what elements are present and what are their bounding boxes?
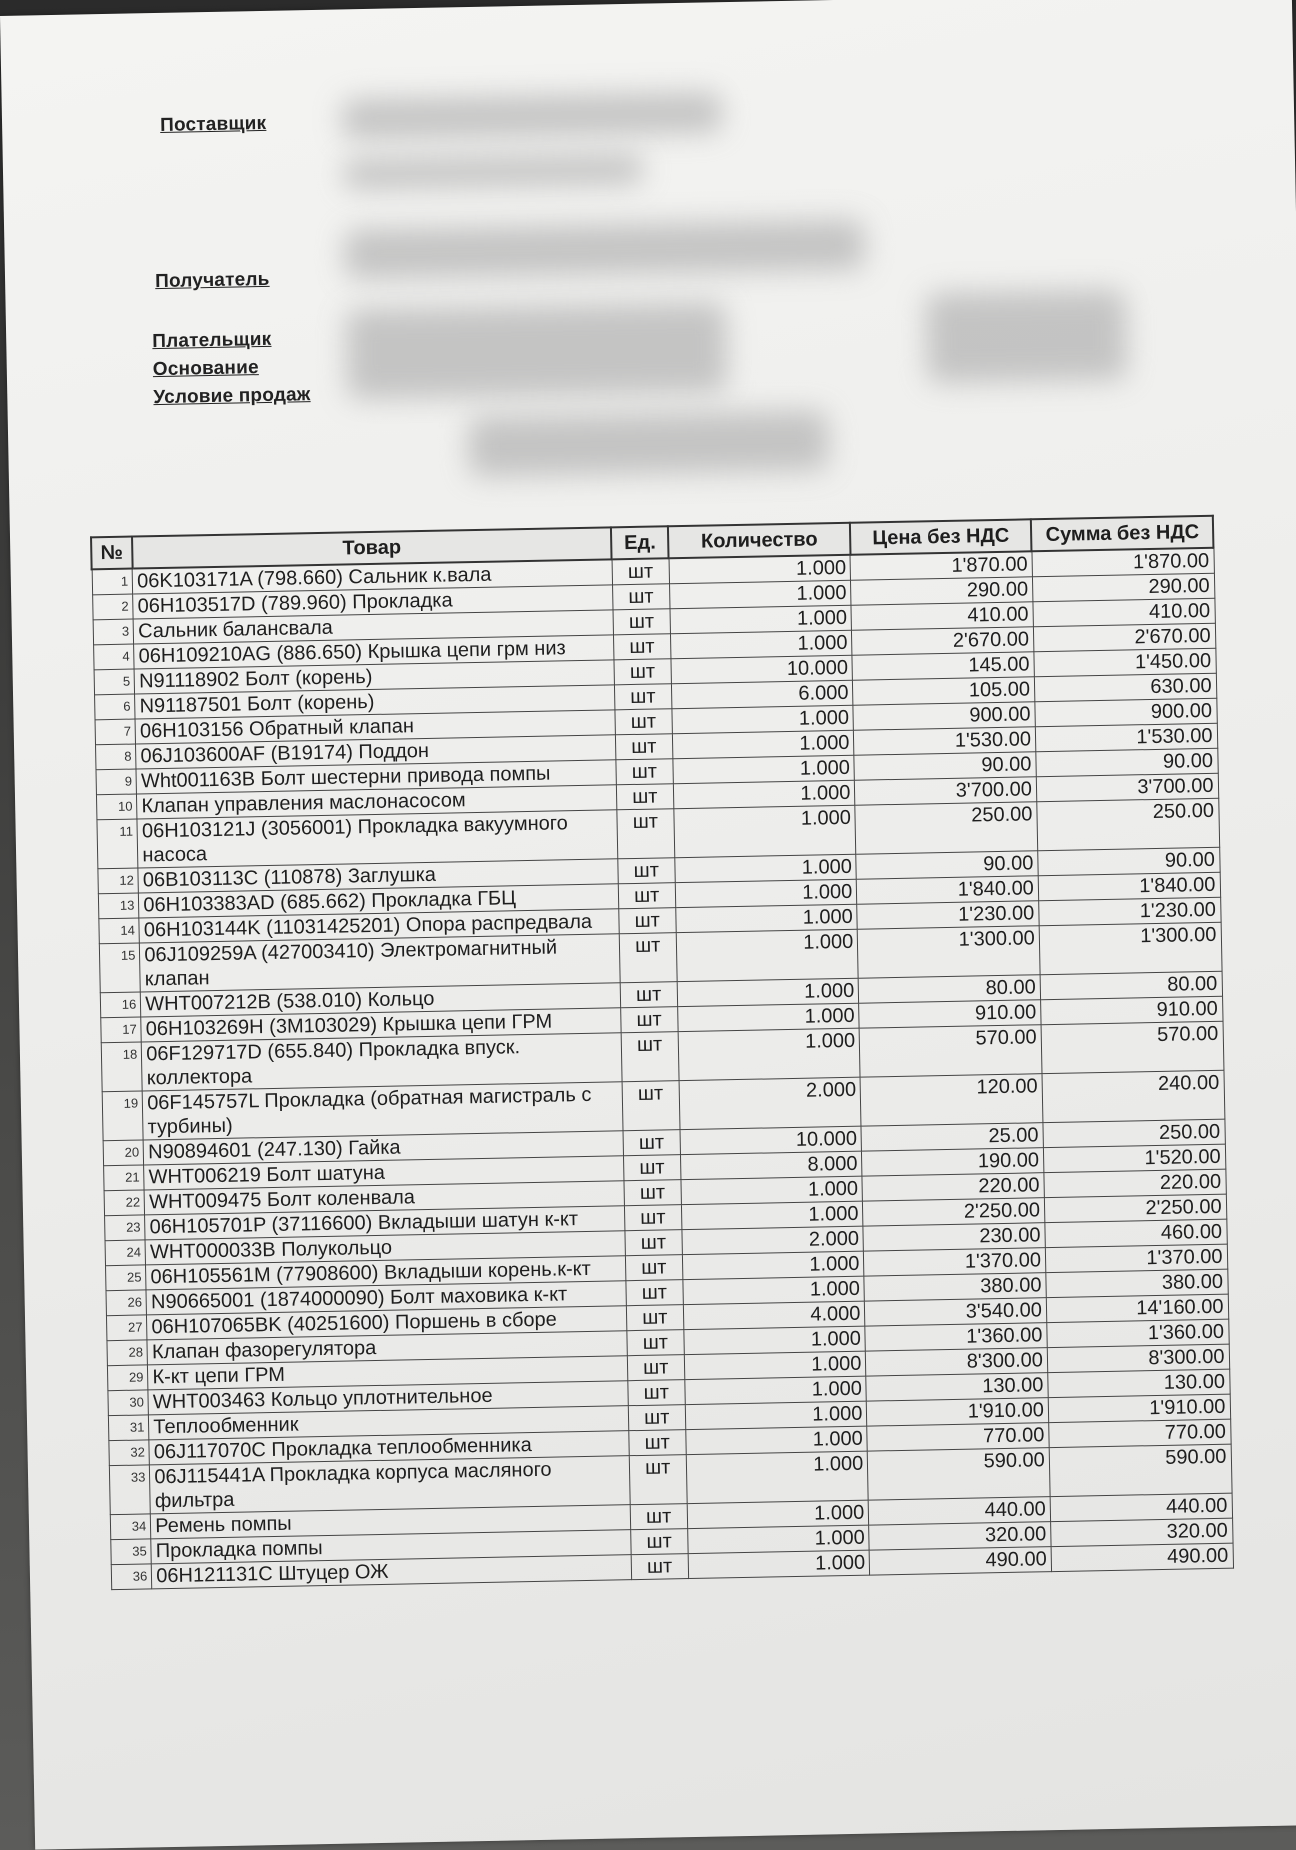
row-sum: 320.00 [1050, 1518, 1232, 1546]
row-quantity: 1.000 [686, 1426, 868, 1454]
row-number: 13 [98, 893, 139, 919]
row-quantity: 10.000 [680, 1126, 862, 1154]
row-unit: шт [616, 784, 674, 810]
row-unit: шт [628, 1430, 686, 1456]
row-sum: 2'670.00 [1033, 623, 1215, 651]
row-number: 32 [108, 1440, 149, 1466]
row-number: 15 [99, 943, 141, 993]
row-number: 18 [101, 1042, 143, 1092]
row-sum: 1'870.00 [1032, 548, 1214, 577]
row-number: 5 [94, 669, 135, 695]
row-price: 190.00 [862, 1148, 1044, 1176]
row-item-name: Сальник балансвала [133, 610, 613, 644]
row-quantity: 1.000 [672, 730, 854, 758]
row-number: 34 [110, 1514, 151, 1540]
row-number: 36 [111, 1564, 152, 1590]
row-unit: шт [631, 1554, 689, 1580]
row-quantity: 1.000 [676, 904, 858, 932]
row-price: 80.00 [858, 975, 1040, 1003]
row-quantity: 10.000 [671, 655, 853, 683]
row-quantity: 1.000 [687, 1500, 869, 1528]
row-sum: 2'250.00 [1044, 1194, 1226, 1222]
row-sum: 570.00 [1041, 1021, 1224, 1073]
row-price: 900.00 [853, 702, 1035, 730]
row-item-name: N90665001 (1874000090) Болт маховика к-кт [146, 1281, 626, 1315]
row-price: 3'540.00 [865, 1298, 1047, 1326]
row-price: 250.00 [855, 802, 1037, 854]
row-quantity: 1.000 [675, 854, 857, 882]
supplier-label: Поставщик [159, 112, 267, 136]
row-sum: 490.00 [1051, 1543, 1233, 1571]
row-unit: шт [622, 1081, 680, 1131]
row-sum: 90.00 [1036, 748, 1218, 776]
row-quantity: 1.000 [676, 929, 858, 981]
row-price: 120.00 [860, 1074, 1042, 1126]
row-item-name: 06H107065BK (40251600) Поршень в сборе [147, 1306, 627, 1340]
row-sum: 440.00 [1050, 1493, 1232, 1521]
row-unit: шт [614, 659, 672, 685]
row-quantity: 1.000 [682, 1251, 864, 1279]
row-unit: шт [615, 734, 673, 760]
row-item-name: 06J117070C Прокладка теплообменника [149, 1431, 629, 1465]
col-header-number: № [91, 537, 132, 570]
row-quantity: 1.000 [681, 1201, 863, 1229]
row-unit: шт [617, 858, 675, 884]
row-price: 3'700.00 [855, 777, 1037, 805]
row-sum: 90.00 [1038, 847, 1220, 875]
row-number: 25 [105, 1265, 146, 1291]
row-quantity: 1.000 [681, 1176, 863, 1204]
terms-label: Условие продаж [153, 384, 311, 409]
row-number: 11 [96, 819, 138, 869]
row-item-name: WHT007212B (538.010) Кольцо [141, 983, 621, 1017]
row-unit: шт [617, 809, 675, 859]
row-quantity: 1.000 [669, 555, 851, 584]
row-unit: шт [628, 1380, 686, 1406]
row-price: 1'840.00 [857, 876, 1039, 904]
row-quantity: 2.000 [679, 1077, 861, 1129]
payer-label: Плательщик [152, 328, 272, 353]
row-item-name: N91187501 Болт (корень) [135, 685, 615, 719]
row-quantity: 1.000 [678, 1028, 860, 1080]
row-price: 410.00 [851, 602, 1033, 630]
row-unit: шт [626, 1280, 684, 1306]
row-quantity: 1.000 [670, 605, 852, 633]
row-number: 29 [107, 1365, 148, 1391]
redacted-basis [925, 289, 1127, 383]
row-number: 6 [94, 694, 135, 720]
row-unit: шт [612, 584, 670, 610]
row-sum: 590.00 [1049, 1444, 1232, 1496]
row-sum: 1'230.00 [1039, 897, 1221, 925]
row-number: 33 [109, 1465, 151, 1515]
row-number: 21 [103, 1165, 144, 1191]
col-header-unit: Ед. [611, 526, 669, 559]
row-item-name: WHT009475 Болт коленвала [144, 1181, 624, 1215]
row-item-name: 06H109210AG (886.650) Крышка цепи грм низ [134, 635, 614, 669]
row-quantity: 1.000 [672, 705, 854, 733]
basis-label: Основание [152, 357, 259, 381]
row-price: 590.00 [868, 1448, 1050, 1500]
row-sum: 290.00 [1032, 573, 1214, 601]
row-sum: 14'160.00 [1046, 1294, 1228, 1322]
row-price: 105.00 [853, 677, 1035, 705]
row-number: 19 [102, 1091, 144, 1141]
row-quantity: 6.000 [671, 680, 853, 708]
row-sum: 380.00 [1046, 1269, 1228, 1297]
row-unit: шт [624, 1180, 682, 1206]
row-sum: 1'370.00 [1045, 1244, 1227, 1272]
col-header-item: Товар [132, 527, 612, 568]
row-item-name: 06H103383AD (685.662) Прокладка ГБЦ [139, 884, 619, 918]
row-item-name: Прокладка помпы [151, 1530, 631, 1564]
row-sum: 1'450.00 [1034, 648, 1216, 676]
row-price: 440.00 [868, 1497, 1050, 1525]
row-price: 90.00 [854, 752, 1036, 780]
row-item-name: WHT000033B Полукольцо [145, 1231, 625, 1265]
row-item-name: Клапан фазорегулятора [147, 1331, 627, 1365]
row-quantity: 1.000 [684, 1326, 866, 1354]
row-unit: шт [618, 883, 676, 909]
redacted-supplier-line2 [343, 154, 644, 190]
row-quantity: 1.000 [675, 879, 857, 907]
row-number: 24 [105, 1240, 146, 1266]
row-item-name: 06H103121J (3056001) Прокладка вакуумного насоса [137, 810, 617, 868]
row-price: 2'250.00 [863, 1198, 1045, 1226]
row-item-name: 06H105701P (37116600) Вкладыши шатун к-кт [145, 1206, 625, 1240]
row-price: 1'300.00 [858, 926, 1040, 978]
row-price: 290.00 [851, 577, 1033, 605]
row-quantity: 1.000 [684, 1351, 866, 1379]
row-sum: 1'530.00 [1035, 723, 1217, 751]
row-item-name: 06J115441A Прокладка корпуса масляного фильтра [150, 1456, 630, 1514]
row-unit: шт [630, 1504, 688, 1530]
row-number: 12 [97, 868, 138, 894]
row-price: 380.00 [864, 1273, 1046, 1301]
row-quantity: 2.000 [682, 1226, 864, 1254]
col-header-price: Цена без НДС [850, 519, 1032, 554]
row-item-name: Wht001163B Болт шестерни привода помпы [136, 760, 616, 794]
row-unit: шт [614, 684, 672, 710]
row-price: 130.00 [866, 1373, 1048, 1401]
row-item-name: К-кт цепи ГРМ [148, 1356, 628, 1390]
row-unit: шт [624, 1205, 682, 1231]
row-number: 8 [95, 744, 136, 770]
row-sum: 770.00 [1049, 1419, 1231, 1447]
row-sum: 3'700.00 [1036, 773, 1218, 801]
row-unit: шт [613, 609, 671, 635]
row-price: 1'230.00 [857, 901, 1039, 929]
row-quantity: 1.000 [685, 1401, 867, 1429]
row-price: 230.00 [863, 1223, 1045, 1251]
row-quantity: 1.000 [687, 1525, 869, 1553]
row-number: 16 [100, 992, 141, 1018]
row-number: 22 [104, 1190, 145, 1216]
row-item-name: N90894601 (247.130) Гайка [143, 1131, 623, 1165]
row-quantity: 1.000 [669, 580, 851, 608]
row-unit: шт [629, 1455, 687, 1505]
row-sum: 250.00 [1043, 1119, 1225, 1147]
redacted-supplier [342, 92, 723, 139]
row-number: 20 [103, 1140, 144, 1166]
row-unit: шт [621, 1032, 679, 1082]
row-sum: 1'360.00 [1047, 1319, 1229, 1347]
row-price: 2'670.00 [852, 627, 1034, 655]
row-item-name: 06H103517D (789.960) Прокладка [133, 585, 613, 619]
row-number: 2 [92, 594, 133, 620]
row-unit: шт [627, 1355, 685, 1381]
row-number: 23 [104, 1215, 145, 1241]
row-price: 1'870.00 [850, 551, 1032, 580]
row-number: 4 [93, 644, 134, 670]
row-quantity: 8.000 [680, 1151, 862, 1179]
redacted-recipient [344, 219, 865, 279]
row-number: 10 [96, 794, 137, 820]
row-unit: шт [627, 1330, 685, 1356]
row-quantity: 1.000 [673, 755, 855, 783]
row-price: 770.00 [867, 1423, 1049, 1451]
row-number: 1 [92, 569, 133, 595]
row-price: 1'530.00 [854, 727, 1036, 755]
items-table [90, 515, 1234, 1590]
row-price: 570.00 [859, 1025, 1041, 1077]
row-number: 35 [110, 1539, 151, 1565]
row-price: 25.00 [861, 1123, 1043, 1151]
row-unit: шт [616, 759, 674, 785]
row-quantity: 1.000 [685, 1376, 867, 1404]
row-item-name: 06F129717D (655.840) Прокладка впуск. коллектора [142, 1033, 622, 1091]
row-number: 3 [93, 619, 134, 645]
row-quantity: 1.000 [670, 630, 852, 658]
row-number: 14 [98, 918, 139, 944]
row-sum: 8'300.00 [1047, 1344, 1229, 1372]
row-price: 1'910.00 [867, 1398, 1049, 1426]
row-price: 220.00 [862, 1173, 1044, 1201]
row-sum: 220.00 [1044, 1169, 1226, 1197]
row-item-name: 06H103269H (3M103029) Крышка цепи ГРМ [141, 1008, 621, 1042]
row-sum: 250.00 [1037, 798, 1220, 850]
row-number: 30 [107, 1390, 148, 1416]
row-price: 1'370.00 [864, 1248, 1046, 1276]
row-price: 910.00 [859, 1000, 1041, 1028]
row-sum: 410.00 [1033, 598, 1215, 626]
row-quantity: 1.000 [686, 1451, 868, 1503]
row-item-name: 06J109259A (427003410) Электромагнитный клапан [140, 934, 620, 992]
row-quantity: 1.000 [674, 805, 856, 857]
row-price: 8'300.00 [866, 1348, 1048, 1376]
row-item-name: 06H103144K (11031425201) Опора распредвала [139, 909, 619, 943]
row-number: 31 [108, 1415, 149, 1441]
table-body [92, 548, 1233, 1590]
row-item-name: 06K103171A (798.660) Сальник к.вала [132, 559, 612, 594]
row-quantity: 1.000 [683, 1276, 865, 1304]
row-unit: шт [613, 634, 671, 660]
row-item-name: Теплообменник [149, 1406, 629, 1440]
row-sum: 1'520.00 [1043, 1144, 1225, 1172]
row-sum: 1'910.00 [1048, 1394, 1230, 1422]
row-item-name: 06B103113C (110878) Заглушка [138, 859, 618, 893]
row-sum: 910.00 [1040, 996, 1222, 1024]
row-sum: 900.00 [1035, 698, 1217, 726]
redacted-terms [468, 410, 829, 477]
row-unit: шт [623, 1155, 681, 1181]
row-unit: шт [630, 1529, 688, 1555]
row-sum: 460.00 [1045, 1219, 1227, 1247]
row-price: 320.00 [869, 1522, 1051, 1550]
row-quantity: 1.000 [677, 978, 859, 1006]
row-item-name: WHT006219 Болт шатуна [144, 1156, 624, 1190]
row-item-name: Клапан управления маслонасосом [137, 785, 617, 819]
row-number: 27 [106, 1315, 147, 1341]
row-number: 28 [106, 1340, 147, 1366]
row-item-name: N91118902 Болт (корень) [134, 660, 614, 694]
row-sum: 1'300.00 [1039, 922, 1222, 974]
row-number: 7 [95, 719, 136, 745]
row-unit: шт [625, 1255, 683, 1281]
row-quantity: 1.000 [688, 1550, 870, 1578]
row-unit: шт [625, 1230, 683, 1256]
row-item-name: Ремень помпы [151, 1505, 631, 1539]
row-unit: шт [628, 1405, 686, 1431]
row-quantity: 4.000 [683, 1301, 865, 1329]
redacted-payer [346, 302, 728, 399]
row-number: 9 [95, 769, 136, 795]
row-unit: шт [612, 558, 670, 585]
row-quantity: 1.000 [677, 1003, 859, 1031]
row-price: 145.00 [852, 652, 1034, 680]
row-unit: шт [620, 982, 678, 1008]
row-price: 90.00 [856, 851, 1038, 879]
row-item-name: 06J103600AF (B19174) Поддон [136, 735, 616, 769]
row-unit: шт [623, 1130, 681, 1156]
row-number: 26 [105, 1290, 146, 1316]
row-unit: шт [619, 933, 677, 983]
row-sum: 1'840.00 [1038, 872, 1220, 900]
row-sum: 130.00 [1048, 1369, 1230, 1397]
row-sum: 240.00 [1042, 1070, 1225, 1122]
row-unit: шт [626, 1305, 684, 1331]
row-unit: шт [620, 1007, 678, 1033]
col-header-sum: Сумма без НДС [1031, 516, 1213, 551]
row-price: 490.00 [869, 1547, 1051, 1575]
row-number: 17 [100, 1017, 141, 1043]
row-unit: шт [615, 709, 673, 735]
row-item-name: 06H105561M (77908600) Вкладыши корень.к-кт [146, 1256, 626, 1290]
col-header-qty: Количество [668, 523, 850, 558]
row-item-name: 06H103156 Обратный клапан [135, 710, 615, 744]
row-item-name: 06F145757L Прокладка (обратная магистраль с турбины) [142, 1082, 622, 1140]
row-price: 1'360.00 [865, 1323, 1047, 1351]
row-sum: 630.00 [1034, 673, 1216, 701]
row-sum: 80.00 [1040, 971, 1222, 999]
row-item-name: 06H121131C Штуцер ОЖ [152, 1555, 632, 1589]
row-item-name: WHT003463 Кольцо уплотнительное [148, 1381, 628, 1415]
recipient-label: Получатель [154, 268, 270, 293]
row-quantity: 1.000 [673, 780, 855, 808]
row-unit: шт [618, 908, 676, 934]
